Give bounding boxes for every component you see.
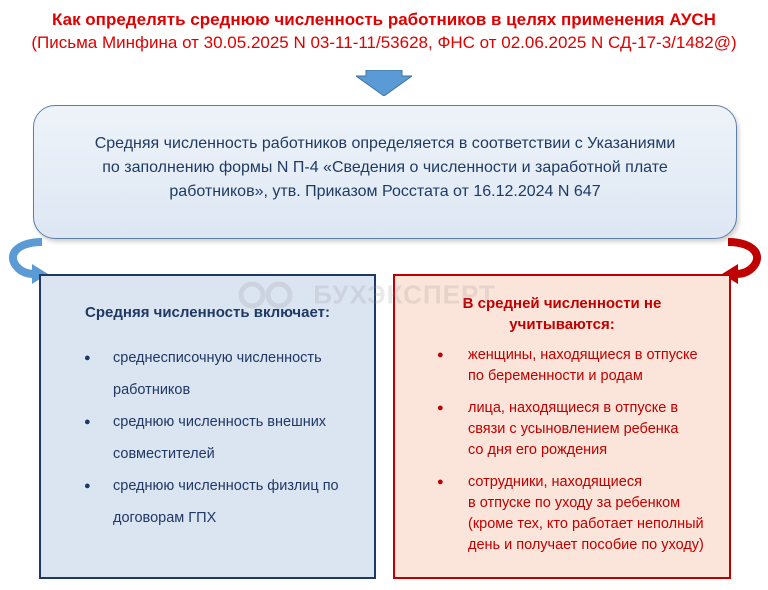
item-line: сотрудники, находящиеся bbox=[468, 474, 642, 490]
excludes-box bbox=[393, 274, 731, 579]
main-definition-line: работников», утв. Приказом Росстата от 16.12.2024 N 647 bbox=[169, 183, 601, 200]
includes-list bbox=[41, 342, 374, 534]
bullet-icon: ● bbox=[437, 402, 444, 414]
excludes-heading-line: В средней численности не bbox=[462, 295, 662, 312]
page-title: Как определять среднюю численность работников в целях применения АУСН bbox=[52, 10, 716, 29]
includes-box bbox=[39, 274, 376, 579]
bullet-icon: ● bbox=[84, 352, 91, 364]
down-arrow-icon bbox=[356, 70, 412, 96]
list-item bbox=[41, 406, 374, 470]
bullet-icon: ● bbox=[437, 349, 444, 361]
watermark bbox=[237, 278, 496, 311]
list-item bbox=[395, 398, 729, 472]
item-line: по беременности и родам bbox=[468, 368, 643, 384]
item-line: в отпуске по уходу за ребенком bbox=[468, 495, 681, 511]
bullet-icon: ● bbox=[437, 476, 444, 488]
item-line: среднюю численность внешних bbox=[113, 414, 327, 430]
excludes-heading-line: учитываются: bbox=[509, 316, 615, 333]
item-line: день и получает пособие по уходу) bbox=[468, 537, 704, 553]
page-subtitle: (Письма Минфина от 30.05.2025 N 03-11-11/53628, ФНС от 02.06.2025 N СД-17-3/1482@) bbox=[31, 33, 737, 52]
item-line: связи с усыновлением ребенка bbox=[468, 421, 679, 437]
main-definition-text bbox=[33, 132, 737, 204]
item-line: лица, находящиеся в отпуске в bbox=[468, 400, 679, 416]
list-item bbox=[395, 472, 729, 556]
list-item bbox=[41, 342, 374, 406]
item-line: работников bbox=[113, 382, 191, 398]
list-item bbox=[41, 470, 374, 534]
item-line: договорам ГПХ bbox=[113, 510, 217, 526]
main-definition-line: Средняя численность работников определяется в соответствии с Указаниями bbox=[94, 135, 676, 152]
includes-heading: Средняя численность включает: bbox=[85, 304, 330, 321]
item-line: женщины, находящиеся в отпуске bbox=[468, 347, 698, 363]
list-item bbox=[395, 345, 729, 398]
item-line: среднесписочную численность bbox=[113, 350, 322, 366]
watermark-logo-icon bbox=[237, 280, 299, 310]
item-line: совместителей bbox=[113, 446, 215, 462]
item-line: (кроме тех, кто работает неполный bbox=[468, 516, 704, 532]
watermark-text: БУХЭКСПЕРТ bbox=[313, 279, 496, 310]
item-line: среднюю численность физлиц по bbox=[113, 478, 339, 494]
bullet-icon: ● bbox=[84, 480, 91, 492]
item-line: со дня его рождения bbox=[468, 442, 608, 458]
bullet-icon: ● bbox=[84, 416, 91, 428]
main-definition-line: по заполнению формы N П-4 «Сведения о численности и заработной плате bbox=[102, 159, 668, 176]
excludes-list bbox=[395, 345, 729, 556]
